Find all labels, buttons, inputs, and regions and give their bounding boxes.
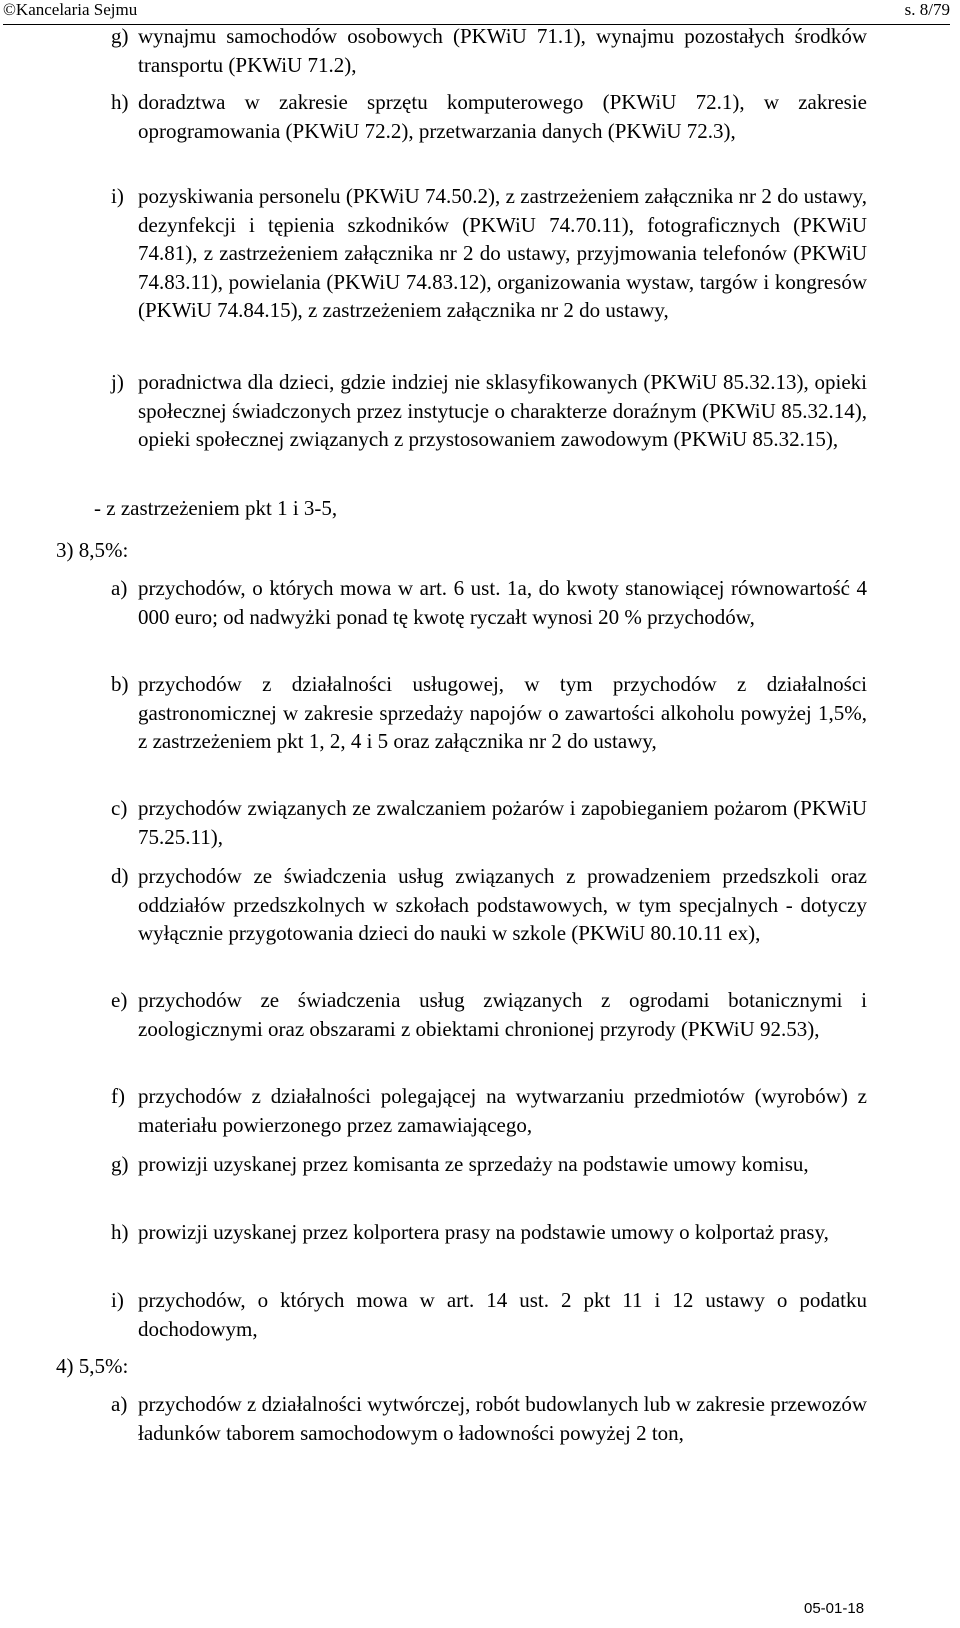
item-text: przychodów, o których mowa w art. 14 ust. 2 pkt 11 i 12 ustawy o podatku dochodowym, <box>138 1288 867 1341</box>
item-text: prowizji uzyskanej przez komisanta ze sprzedaży na podstawie umowy komisu, <box>138 1152 809 1176</box>
item-label: i) <box>111 1288 124 1312</box>
item-text: przychodów ze świadczenia usług związanych z ogrodami botanicznymi i zoologicznymi oraz obszarami z obiektami chronionej przyrody (PKWiU 92.53), <box>138 988 867 1041</box>
list-item-4a <box>111 1390 867 1447</box>
list-item-3b <box>111 670 867 756</box>
list-item-g <box>111 22 867 79</box>
item-text: przychodów, o których mowa w art. 6 ust. 1a, do kwoty stanowiącej równowartość 4 000 euro; od nadwyżki ponad tę kwotę ryczałt wynosi 20 % przychodów, <box>138 576 867 629</box>
point-3-label: 3) 8,5%: <box>56 538 129 562</box>
item-label: a) <box>111 576 128 600</box>
item-label: h) <box>111 90 129 114</box>
item-label: i) <box>111 184 124 208</box>
item-label: b) <box>111 672 129 696</box>
page-footer-date: 05-01-18 <box>804 1600 865 1617</box>
item-label: g) <box>111 1152 129 1176</box>
list-item-j <box>111 368 867 454</box>
item-text: pozyskiwania personelu (PKWiU 74.50.2), z zastrzeżeniem załącznika nr 2 do ustawy, dezynfekcji i tępienia szkodników (PKWiU 74.70.11), fotograficznych (PKWiU 74.81), z zastrzeżeniem załącznika nr 2 do ustawy, przyjmowania telefonów (PKWiU 74.83.11), powielania (PKWiU 74.83.12), organizowania wystaw, targów i kongresów (PKWiU 74.84.15), z zastrzeżeniem załącznika nr 2 do ustawy, <box>138 184 867 323</box>
item-label: j) <box>111 370 124 394</box>
point-4-label: 4) 5,5%: <box>56 1354 129 1378</box>
item-text: wynajmu samochodów osobowych (PKWiU 71.1), wynajmu pozostałych środków transportu (PKWiU 71.2), <box>138 24 867 77</box>
list-item-3a <box>111 574 867 631</box>
list-item-3f <box>111 1082 867 1139</box>
dash-line: - z zastrzeżeniem pkt 1 i 3-5, <box>94 496 338 520</box>
item-label: h) <box>111 1220 129 1244</box>
header-publisher: ©Kancelaria Sejmu <box>3 0 138 19</box>
item-text: prowizji uzyskanej przez kolportera prasy na podstawie umowy o kolportaż prasy, <box>138 1220 829 1244</box>
list-item-3g <box>111 1150 867 1179</box>
item-label: e) <box>111 988 128 1012</box>
item-text: przychodów ze świadczenia usług związanych z prowadzeniem przedszkoli oraz oddziałów przedszkolnych w szkołach podstawowych, w tym specjalnych - dotyczy wyłącznie przygotowania dzieci do nauki w szkole (PKWiU 80.10.11 ex), <box>138 864 867 946</box>
item-text: przychodów z działalności polegającej na wytwarzaniu przedmiotów (wyrobów) z materiału powierzonego przez zamawiającego, <box>138 1084 867 1137</box>
item-label: g) <box>111 24 129 48</box>
item-text: przychodów związanych ze zwalczaniem pożarów i zapobieganiem pożarom (PKWiU 75.25.11), <box>138 796 867 849</box>
header-page-number: s. 8/79 <box>904 0 950 19</box>
item-label: f) <box>111 1084 125 1108</box>
list-item-h <box>111 88 867 145</box>
list-item-3h <box>111 1218 867 1247</box>
item-text: poradnictwa dla dzieci, gdzie indziej nie sklasyfikowanych (PKWiU 85.32.13), opieki społecznej świadczonych przez instytucje o charakterze doraźnym (PKWiU 85.32.14), opieki społecznej związanych z przystosowaniem zawodowym (PKWiU 85.32.15), <box>138 370 867 452</box>
list-item-3d <box>111 862 867 948</box>
item-label: a) <box>111 1392 128 1416</box>
item-label: c) <box>111 796 128 820</box>
item-text: przychodów z działalności usługowej, w tym przychodów z działalności gastronomicznej w zakresie sprzedaży napojów o zawartości alkoholu powyżej 1,5%, z zastrzeżeniem pkt 1, 2, 4 i 5 oraz załącznika nr 2 do ustawy, <box>138 672 867 754</box>
item-text: przychodów z działalności wytwórczej, robót budowlanych lub w zakresie przewozów ładunków taborem samochodowym o ładowności powyżej 2 ton, <box>138 1392 867 1445</box>
list-item-3c <box>111 794 867 851</box>
item-label: d) <box>111 864 129 888</box>
list-item-3e <box>111 986 867 1043</box>
item-text: doradztwa w zakresie sprzętu komputerowego (PKWiU 72.1), w zakresie oprogramowania (PKWiU 72.2), przetwarzania danych (PKWiU 72.3), <box>138 90 867 143</box>
list-item-i <box>111 182 867 325</box>
list-item-3i <box>111 1286 867 1343</box>
